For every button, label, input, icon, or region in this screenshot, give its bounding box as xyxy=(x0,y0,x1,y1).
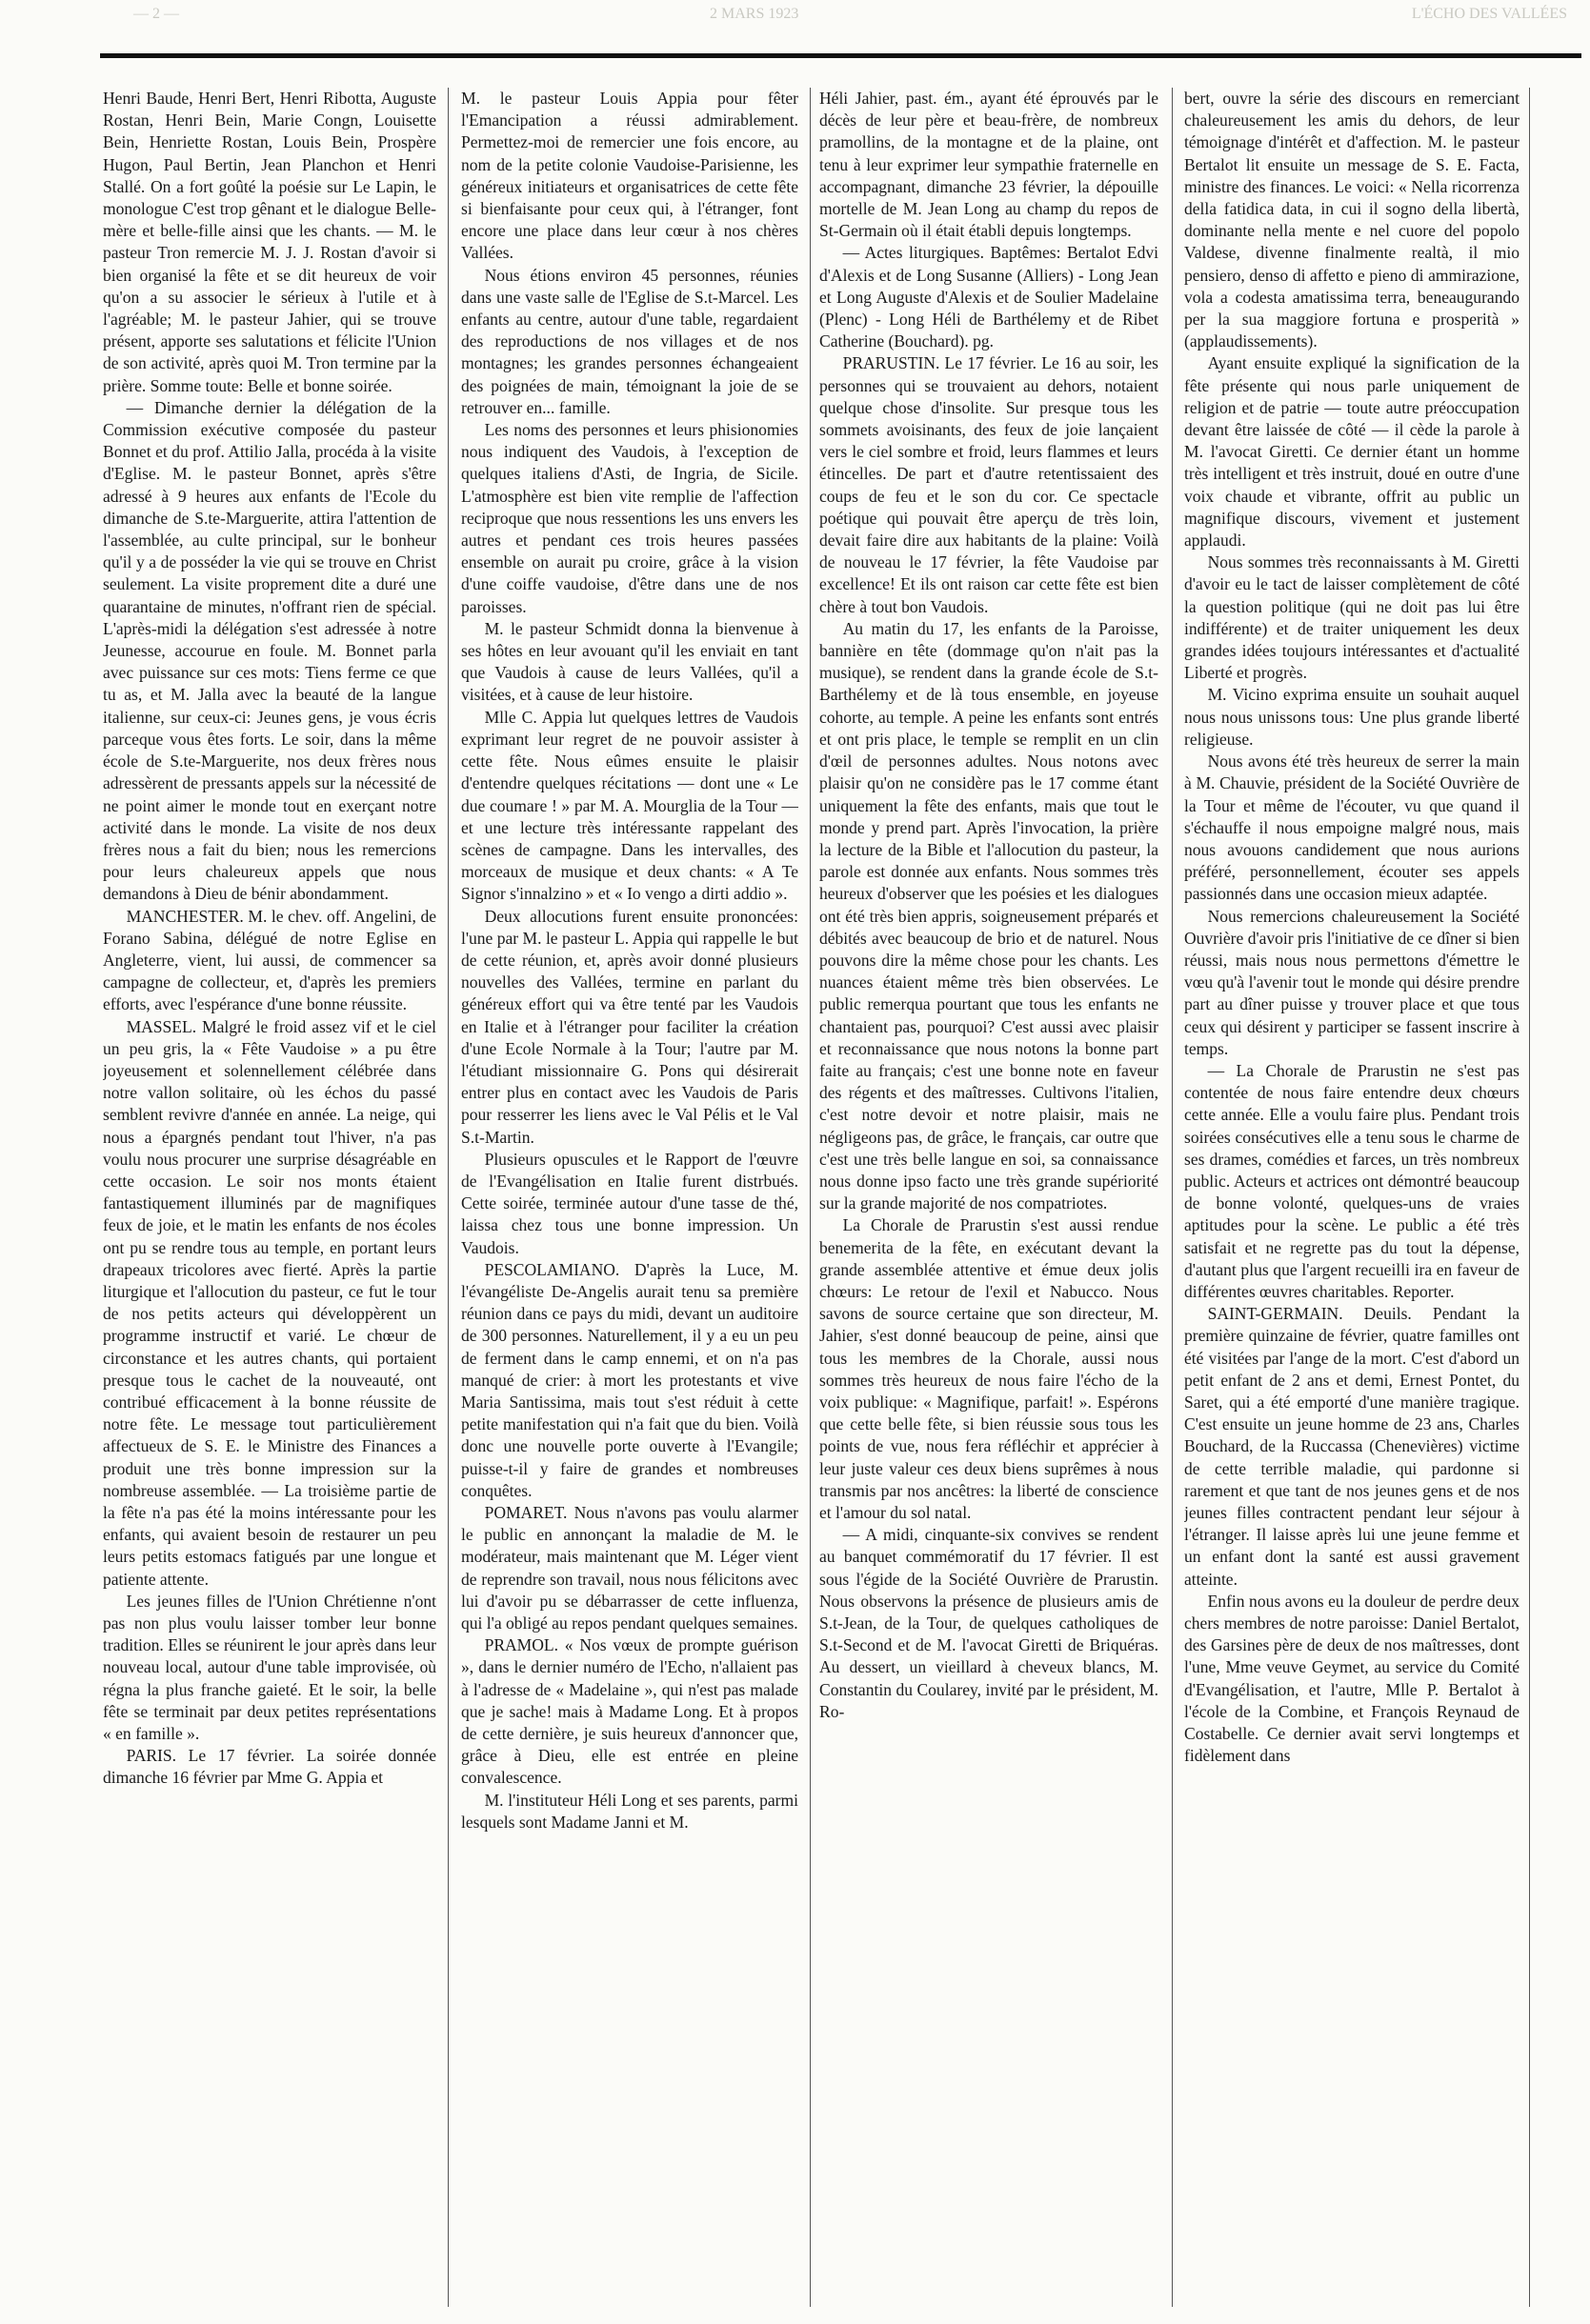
article-paragraph: M. l'instituteur Héli Long et ses parents, parmi lesquels sont Madame Janni et M. xyxy=(461,1790,798,1832)
article-paragraph: Mlle C. Appia lut quelques lettres de Vaudois exprimant leur regret de ne pouvoir assister à cette fête. Nous eûmes ensuite le plaisir d'entendre quelques récitations — dont une « Le due coumare ! » par M. A. Mourglia de la Tour — et une lecture très intéressante rappelant des scènes de campagne. Dans les intervalles, des morceaux de musique et deux chants: « A Te Signor s'innalzino » et « Io vengo a dirti addio ». xyxy=(461,707,798,904)
article-paragraph: Henri Baude, Henri Bert, Henri Ribotta, Auguste Rostan, Henri Bein, Marie Congn, Louisette Bein, Henriette Rostan, Louis Bein, Prospère Hugon, Paul Bertin, Jean Planchon et Henri Stallé. On a fort goûté la poésie sur Le Lapin, le monologue C'est trop gênant et le dialogue Belle-mère et belle-fille ainsi que les chants. — M. le pasteur Tron remercie M. J. J. Rostan d'avoir si bien organisé la fête et se dit heureux de voir qu'on a su associer le sérieux à l'utile et à l'agréable; M. le pasteur Jahier, qui se trouve présent, apporte ses salutations et félicite l'Union de son activité, après quoi M. Tron termine par la prière. Somme toute: Belle et bonne soirée. xyxy=(103,89,436,395)
article-paragraph: MASSEL. Malgré le froid assez vif et le ciel un peu gris, la « Fête Vaudoise » a pu être joyeusement et solennellement célébrée dans notre vallon solitaire, où les échos du passé semblent revivre d'année en année. La neige, qui nous a épargnés pendant tout l'hiver, n'a pas voulu nous procurer une surprise désagréable en cette occasion. Le soir nos monts étaient fantastiquement illuminés par de magnifiques feux de joie, et le matin les enfants de nos écoles ont pu se rendre tous au temple, en portant leurs drapeaux tricolores avec fierté. Après la partie liturgique et l'allocution du pasteur, ce fut le tour de nos petits acteurs qui développèrent un programme instructif et varié. Le chœur de circonstance et les autres chants, qui portaient presque tous le cachet de la nouveauté, ont contribué efficacement à la bonne réussite de notre fête. Le message tout particulièrement affectueux de S. E. le Ministre des Finances a produit une très bonne impression sur la nombreuse assemblée. — La troisième partie de la fête n'a pas été la moins intéressante pour les enfants, qui avaient besoin de restaurer un peu leurs petits estomacs fatigués par une longue et patiente attente. xyxy=(103,1016,436,1589)
article-paragraph: bert, ouvre la série des discours en remerciant chaleureusement les amis du dehors, de leur témoignage d'intérêt et d'affection. M. le pasteur Bertalot lit ensuite un message de S. E. Facta, ministre des finances. Le voici: « Nella ricorrenza della fatidica data, in cui il sogno della libertà, dominante nella mente e nel cuore del popolo Valdese, divenne finalmente realtà, il mio pensiero, denso di affetto e pieno di ammirazione, vola a codesta amatissima terra, beneaugurando per la sua maggiore fortuna e prosperità » (applaudissements). xyxy=(1184,89,1520,351)
article-paragraph: Au matin du 17, les enfants de la Paroisse, bannière en tête (dommage qu'on n'ait pas la musique), se rendent dans la grande école de S.t-Barthélemy et de là tous ensemble, en joyeuse cohorte, au temple. A peine les enfants sont entrés et ont pris place, le temple se remplit en un clin d'œil de personnes adultes. Nous notons avec plaisir qu'on ne considère pas le 17 comme étant uniquement la fête des enfants, mais que tout le monde y prend part. Après l'invocation, la prière la lecture de la Bible et l'allocution du pasteur, la parole est donnée aux enfants. Nous sommes très heureux d'observer que les poésies et les dialogues ont été très bien appris, soigneusement préparés et débités avec beaucoup de brio et de naturel. Nous pouvons dire la même chose pour les chants. Les nuances étaient même très bien observées. Le public remerqua pourtant que tous les enfants ne chantaient pas, pourquoi? C'est aussi avec plaisir et reconnaissance que nous notons la bonne part faite au français; c'est une bonne note en faveur des régents et des maîtresses. Cultivons l'italien, c'est notre devoir et notre plaisir, mais ne négligeons pas, de grâce, le français, car outre que c'est une très belle langue en soi, sa connaissance nous donne ipso facto une très grande supériorité sur la grande majorité de nos compatriotes. xyxy=(819,618,1158,1213)
article-paragraph: La Chorale de Prarustin s'est aussi rendue benemerita de la fête, en exécutant devant la grande assemblée attentive et émue deux jolis chœurs: Le retour de l'exil et Nabucco. Nous savons de source certaine que son directeur, M. Jahier, s'est donné beaucoup de peine, ainsi que tous les membres de la Chorale, aussi nous sommes très heureux de nous faire l'écho de la voix publique: « Magnifique, parfait! ». Espérons que cette belle fête, si bien réussie sous tous les points de vue, nous fera réfléchir et apprécier à leur juste valeur ces deux biens suprêmes à nous transmis par nos ancêtres: la liberté de conscience et l'amour du sol natal. xyxy=(819,1215,1158,1522)
column-3 xyxy=(819,88,1158,2316)
article-paragraph: POMARET. Nous n'avons pas voulu alarmer le public en annonçant la maladie de M. le modérateur, mais maintenant que M. Léger vient de reprendre son travail, nous nous félicitons avec lui d'avoir pu se débarrasser de cette influenza, qui l'a obligé au repos pendant quelques semaines. xyxy=(461,1503,798,1633)
article-paragraph: — La Chorale de Prarustin ne s'est pas contentée de nous faire entendre deux chœurs cette année. Elle a voulu faire plus. Pendant trois soirées consécutives elle a tenu sous le charme de ses drames, comédies et farces, un très nombreux public. Acteurs et actrices ont démontré beaucoup de bonne volonté, quelques-uns de vraies aptitudes pour la scène. Le public a été très satisfait et ne regrette pas du tout la dépense, d'autant plus que l'argent recueilli ira en faveur de différentes œuvres charitables. Reporter. xyxy=(1184,1060,1520,1301)
article-paragraph: — Actes liturgiques. Baptêmes: Bertalot Edvi d'Alexis et de Long Susanne (Alliers) - Long Jean et Long Auguste d'Alexis et de Soulier Madelaine (Plenc) - Long Héli de Barthélemy et de Ribet Catherine (Bouchard). pg. xyxy=(819,243,1158,351)
column-divider xyxy=(810,88,811,2307)
issue-date: 2 MARS 1923 xyxy=(710,6,799,22)
article-paragraph: PRARUSTIN. Le 17 février. Le 16 au soir, les personnes qui se trouvaient au dehors, notaient quelque chose d'insolite. Sur presque tous les sommets avoisinants, des feux de joie lançaient vers le ciel sombre et froid, leurs flammes et leurs étincelles. De part et d'autre retentissaient des coups de feu et le son du cor. Ce spectacle poétique qui pouvait être aperçu de très loin, devait faire dire aux habitants de la plaine: Voilà de nouveau le 17 février, la fête Vaudoise par excellence! Et ils ont raison car cette fête est bien chère à tout bon Vaudois. xyxy=(819,353,1158,616)
column-2 xyxy=(461,88,798,2316)
article-paragraph: Les noms des personnes et leurs phisionomies nous indiquent des Vaudois, à l'exception de quelques italiens d'Asti, de Ingria, de Sicile. L'atmosphère est bien vite remplie de l'affection reciproque que nous ressentions les uns envers les autres et pendant ces trois heures passées ensemble on aurait pu croire, grâce à la vision d'une coiffe vaudoise, d'être dans une de nos paroisses. xyxy=(461,420,798,616)
column-divider xyxy=(448,88,449,2307)
article-paragraph: Héli Jahier, past. ém., ayant été éprouvés par le décès de leur père et beau-frère, de nombreux pramollins, de la montagne et de la plaine, ont tenu à leur exprimer leur sympathie fraternelle en accompagnant, dimanche 23 février, la dépouille mortelle de M. Jean Long au champ du repos de St-Germain où il était établi depuis longtemps. xyxy=(819,89,1158,241)
article-paragraph: M. le pasteur Schmidt donna la bienvenue à ses hôtes en leur avouant qu'il les enviait en tant que Vaudois à cause de leurs Vallées, qu'il a visitées, et à cause de leur histoire. xyxy=(461,618,798,705)
journal-title: L'ÉCHO DES VALLÉES xyxy=(1411,6,1567,22)
article-paragraph: PRAMOL. « Nos vœux de prompte guérison », dans le dernier numéro de l'Echo, n'allaient pas à l'adresse de « Madelaine », qui n'est pas malade que je sache! mais à Madame Long. Et à propos de cette dernière, je suis heureux d'annoncer que, grâce à Dieu, elle est entrée en pleine convalescence. xyxy=(461,1635,798,1788)
column-4 xyxy=(1184,88,1520,2316)
article-paragraph: PESCOLAMIANO. D'après la Luce, M. l'évangéliste De-Angelis aurait tenu sa première réunion dans ce pays du midi, devant un auditoire de 300 personnes. Naturellement, il y a eu un peu de ferment dans le camp ennemi, et on n'a pas manqué de crier: à mort les protestants et vive Maria Santissima, mais tout s'est réduit à cette petite manifestation qui n'a fait que du bien. Voilà donc une nouvelle porte ouverte à l'Evangile; puisse-t-il y faire de grandes et nombreuses conquêtes. xyxy=(461,1259,798,1500)
article-paragraph: PARIS. Le 17 février. La soirée donnée dimanche 16 février par Mme G. Appia et xyxy=(103,1746,436,1788)
article-paragraph: M. le pasteur Louis Appia pour fêter l'Emancipation a réussi admirablement. Permettez-moi de remercier une fois encore, au nom de la petite colonie Vaudoise-Parisienne, les généreux initiateurs et organisatrices de cette fête si bienfaisante pour ceux qui, à l'étranger, font encore une place dans leur cœur à nos chères Vallées. xyxy=(461,89,798,263)
article-paragraph: Nous avons été très heureux de serrer la main à M. Chauvie, président de la Société Ouvrière de la Tour et même de l'écouter, vu que quand il s'échauffe il nous empoigne malgré nous, mais nous avouons candidement que nous aurions préféré, personnellement, écouter ses appels passionnés dans une occasion mieux adaptée. xyxy=(1184,751,1520,904)
article-paragraph: Nous étions environ 45 personnes, réunies dans une vaste salle de l'Eglise de S.t-Marcel. Les enfants au centre, autour d'une table, regardaient des reproductions de nos villages et de nos montagnes; les grandes personnes échangeaient des poignées de main, témoignant la joie de se retrouver en... famille. xyxy=(461,265,798,417)
article-paragraph: SAINT-GERMAIN. Deuils. Pendant la première quinzaine de février, quatre familles ont été visitées par l'ange de la mort. C'est d'abord un petit enfant de 2 ans et demi, Ernest Pontet, du Saret, qui a été emporté d'une manière tragique. C'est ensuite un jeune homme de 23 ans, Charles Bouchard, de la Ruccassa (Chenevières) victime de cette terrible maladie, qui pardonne si rarement et que tant de nos jeunes gens et de nos jeunes filles contractent pendant leur séjour à l'étranger. Il laisse après lui une jeune femme et un enfant dont la santé est aussi gravement atteinte. xyxy=(1184,1304,1520,1589)
column-divider xyxy=(1172,88,1173,2307)
article-paragraph: MANCHESTER. M. le chev. off. Angelini, de Forano Sabina, délégué de notre Eglise en Angleterre, vient, lui aussi, de commencer sa campagne de collecteur, et, d'après les premiers efforts, avec l'espérance d'une bonne réussite. xyxy=(103,906,436,1014)
article-paragraph: — Dimanche dernier la délégation de la Commission exécutive composée du pasteur Bonnet et du prof. Attilio Jalla, procéda à la visite d'Eglise. M. le pasteur Bonnet, après s'être adressé à 9 heures aux enfants de l'Ecole du dimanche de S.te-Marguerite, attira l'attention de l'assemblée, au culte principal, sur le bonheur qu'il y a de posséder la vie qui se trouve en Christ seulement. La visite proprement dite a duré une quarantaine de minutes, n'offrant rien de spécial. L'après-midi la délégation s'est adressée à notre Jeunesse, accourue en foule. M. Bonnet parla avec puissance sur ces mots: Tiens ferme ce que tu as, et M. Jalla avec la beauté de la langue italienne, sur ceux-ci: Jeunes gens, je vous écris parceque vous êtes forts. Le soir, dans la même école de S.te-Marguerite, nos deux frères nous adressèrent de pressants appels sur la nécessité de ne point aimer le monde tout en exerçant notre activité dans le monde. La visite de nos deux frères nous a fait du bien; nous les remercions pour leurs chaleureux appels que nous demandons à Dieu de bénir abondamment. xyxy=(103,397,436,904)
column-1 xyxy=(103,88,436,2316)
article-paragraph: Ayant ensuite expliqué la signification de la fête présente qui nous parle uniquement de religion et de patrie — toute autre préoccupation devant être laissée de côté — il cède la parole à M. l'avocat Giretti. Ce dernier étant un homme très intelligent et très instruit, doué en outre d'une voix chaude et vibrante, offrit au public un magnifique discours, vivement et justement applaudi. xyxy=(1184,353,1520,551)
article-paragraph: M. Vicino exprima ensuite un souhait auquel nous nous unissons tous: Une plus grande liberté religieuse. xyxy=(1184,685,1520,749)
page-number: — 2 — xyxy=(133,6,179,22)
header-rule xyxy=(100,53,1581,58)
page-header xyxy=(0,0,1590,55)
article-paragraph: Nous remercions chaleureusement la Société Ouvrière d'avoir pris l'initiative de ce dîner si bien réussi, mais nous nous permettons d'émettre le vœu qu'à l'avenir tout le monde qui désire prendre part au dîner puisse y trouver place et que tous ceux qui désirent y participer se fassent inscrire à temps. xyxy=(1184,906,1520,1058)
article-paragraph: Plusieurs opuscules et le Rapport de l'œuvre de l'Evangélisation en Italie furent distrbués. Cette soirée, terminée autour d'une tasse de thé, laissa chez tous une bonne impression. Un Vaudois. xyxy=(461,1149,798,1257)
article-paragraph: — A midi, cinquante-six convives se rendent au banquet commémoratif du 17 février. Il est sous l'égide de la Société Ouvrière de Prarustin. Nous observons la présence de plusieurs amis de S.t-Jean, de la Tour, de quelques catholiques de S.t-Second et de M. l'avocat Giretti de Briquéras. Au dessert, un vieillard à cheveux blancs, M. Constantin du Coularey, invité par le président, M. Ro- xyxy=(819,1525,1158,1721)
article-paragraph: Les jeunes filles de l'Union Chrétienne n'ont pas non plus voulu laisser tomber leur bonne tradition. Elles se réunirent le jour après dans leur nouveau local, autour d'une table improvisée, où régna la plus franche gaieté. Et le soir, la belle fête se terminait par deux petites représentations « en famille ». xyxy=(103,1591,436,1744)
article-paragraph: Deux allocutions furent ensuite prononcées: l'une par M. le pasteur L. Appia qui rappelle le but de cette réunion, et, après avoir donné plusieurs nouvelles des Vallées, termine en parlant du généreux effort qui va être tenté par les Vaudois en Italie et à l'étranger pour faciliter la création d'une Ecole Normale à la Tour; l'autre par M. l'étudiant missionnaire G. Pons qui désirerait entrer plus en contact avec les Vaudois de Paris pour resserrer les liens avec le Val Pélis et le Val S.t-Martin. xyxy=(461,906,798,1147)
article-paragraph: Nous sommes très reconnaissants à M. Giretti d'avoir eu le tact de laisser complètement de côté la question politique (qui ne doit pas lui être indifférente) et de traiter uniquement les deux grandes idées toujours intéressantes et d'actualité Liberté et progrès. xyxy=(1184,552,1520,683)
page-edge-rule xyxy=(1529,88,1530,2307)
article-paragraph: Enfin nous avons eu la douleur de perdre deux chers membres de notre paroisse: Daniel Bertalot, des Garsines père de deux de nos maîtresses, dont l'une, Mme veuve Geymet, au service du Comité d'Evangélisation, et l'autre, Mlle P. Bertalot à l'école de la Combine, et François Reynaud de Costabelle. Ce dernier avait servi longtemps et fidèlement dans xyxy=(1184,1591,1520,1766)
